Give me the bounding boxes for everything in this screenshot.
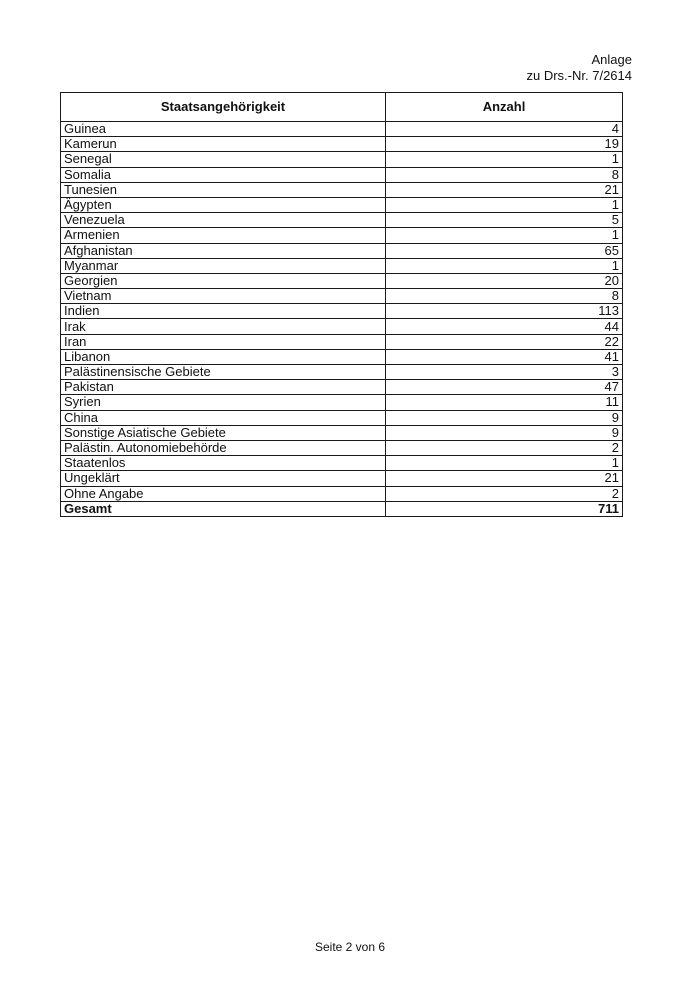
total-count: 711 (386, 501, 623, 516)
table-row (61, 456, 623, 471)
country-cell: Sonstige Asiatische Gebiete (61, 425, 386, 440)
country-cell: Tunesien (61, 182, 386, 197)
count-cell: 1 (386, 228, 623, 243)
country-cell: Palästinensische Gebiete (61, 365, 386, 380)
count-cell: 1 (386, 258, 623, 273)
table-header-row (61, 93, 623, 122)
column-header-nationality: Staatsangehörigkeit (61, 93, 386, 122)
count-cell: 11 (386, 395, 623, 410)
country-cell: Pakistan (61, 380, 386, 395)
country-cell: Somalia (61, 167, 386, 182)
country-cell: Ohne Angabe (61, 486, 386, 501)
count-cell: 21 (386, 182, 623, 197)
table-row (61, 137, 623, 152)
country-cell: Palästin. Autonomiebehörde (61, 440, 386, 455)
table-row (61, 167, 623, 182)
count-cell: 9 (386, 425, 623, 440)
table-row (61, 486, 623, 501)
count-cell: 2 (386, 486, 623, 501)
page-number: Seite 2 von 6 (314, 940, 386, 954)
count-cell: 8 (386, 167, 623, 182)
count-cell: 1 (386, 152, 623, 167)
count-cell: 9 (386, 410, 623, 425)
table-row (61, 182, 623, 197)
count-cell: 21 (386, 471, 623, 486)
total-row (61, 501, 623, 516)
country-cell: Vietnam (61, 289, 386, 304)
table-row (61, 122, 623, 137)
document-reference: zu Drs.-Nr. 7/2614 (526, 68, 632, 83)
country-cell: Syrien (61, 395, 386, 410)
table-row (61, 197, 623, 212)
table-body (61, 122, 623, 502)
table-row (61, 243, 623, 258)
count-cell: 19 (386, 137, 623, 152)
table-row (61, 349, 623, 364)
table-row (61, 334, 623, 349)
table-row (61, 440, 623, 455)
table-row (61, 425, 623, 440)
country-cell: Indien (61, 304, 386, 319)
country-cell: Kamerun (61, 137, 386, 152)
table-row (61, 258, 623, 273)
country-cell: Myanmar (61, 258, 386, 273)
table-row (61, 228, 623, 243)
column-header-count: Anzahl (386, 93, 623, 122)
nationality-table (60, 92, 623, 517)
count-cell: 8 (386, 289, 623, 304)
table-row (61, 365, 623, 380)
attachment-note (527, 52, 633, 84)
country-cell: Libanon (61, 349, 386, 364)
count-cell: 44 (386, 319, 623, 334)
count-cell: 65 (386, 243, 623, 258)
table-row (61, 319, 623, 334)
table-row (61, 213, 623, 228)
count-cell: 1 (386, 456, 623, 471)
country-cell: Georgien (61, 273, 386, 288)
country-cell: Staatenlos (61, 456, 386, 471)
count-cell: 5 (386, 213, 623, 228)
total-label: Gesamt (61, 501, 386, 516)
country-cell: Guinea (61, 122, 386, 137)
count-cell: 41 (386, 349, 623, 364)
count-cell: 47 (386, 380, 623, 395)
table-row (61, 380, 623, 395)
country-cell: Venezuela (61, 213, 386, 228)
country-cell: Afghanistan (61, 243, 386, 258)
table-row (61, 304, 623, 319)
country-cell: Armenien (61, 228, 386, 243)
count-cell: 113 (386, 304, 623, 319)
country-cell: Iran (61, 334, 386, 349)
table-row (61, 273, 623, 288)
table-row (61, 395, 623, 410)
table-row (61, 471, 623, 486)
count-cell: 20 (386, 273, 623, 288)
count-cell: 4 (386, 122, 623, 137)
country-cell: Irak (61, 319, 386, 334)
attachment-label: Anlage (591, 52, 632, 67)
count-cell: 22 (386, 334, 623, 349)
count-cell: 1 (386, 197, 623, 212)
country-cell: Senegal (61, 152, 386, 167)
count-cell: 3 (386, 365, 623, 380)
count-cell: 2 (386, 440, 623, 455)
country-cell: Ägypten (61, 197, 386, 212)
country-cell: China (61, 410, 386, 425)
table-row (61, 410, 623, 425)
table-row (61, 152, 623, 167)
table-row (61, 289, 623, 304)
country-cell: Ungeklärt (61, 471, 386, 486)
